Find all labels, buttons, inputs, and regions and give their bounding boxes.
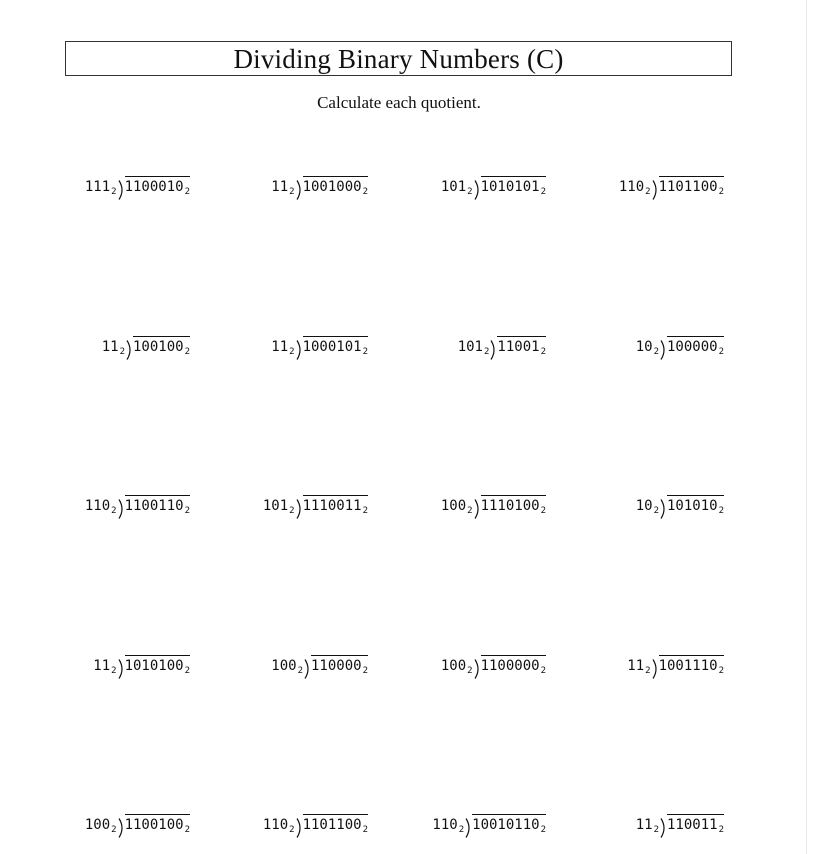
divisor-value: 11 [635,817,653,833]
dividend-value: 10010110 [472,817,540,833]
dividend-base-subscript: 2 [540,506,546,516]
dividend-value: 110000 [311,658,362,674]
dividend-base-subscript: 2 [718,506,724,516]
dividend-value: 100100 [133,339,184,355]
divisor-base-subscript: 2 [645,187,651,197]
divisor [441,498,473,516]
divisor [263,817,295,835]
long-division-bracket [660,340,667,360]
division-problem [168,173,368,197]
title-box [65,41,732,76]
divisor [441,179,473,197]
dividend-base-subscript: 2 [540,187,546,197]
divisor-value: 11 [101,339,119,355]
dividend-base-subscript: 2 [184,347,190,357]
division-problem [346,492,546,516]
division-problem [524,652,724,676]
long-division-bracket [118,180,125,200]
dividend-base-subscript: 2 [184,187,190,197]
page-title: Dividing Binary Numbers (C) [233,44,564,74]
dividend-base-subscript: 2 [718,825,724,835]
divisor-value: 10 [635,498,653,514]
dividend-value: 1101100 [658,179,718,195]
dividend-base-subscript: 2 [184,825,190,835]
divisor [271,339,294,357]
division-problem [524,811,724,835]
long-division-bracket [118,499,125,519]
long-division-bracket [652,659,659,679]
division-problem [168,492,368,516]
divisor-base-subscript: 2 [467,187,473,197]
dividend-base-subscript: 2 [362,825,368,835]
divisor-value: 101 [262,498,289,514]
divisor [85,498,117,516]
long-division-bracket [118,818,125,838]
divisor-value: 110 [262,817,289,833]
division-problem [524,333,724,357]
dividend-value: 1001000 [302,179,362,195]
divisor-value: 11 [271,339,289,355]
long-division-bracket [474,180,481,200]
division-problem [0,811,190,835]
dividend-value: 100000 [667,339,718,355]
division-problem [346,811,546,835]
dividend-value: 1000101 [302,339,362,355]
divisor-base-subscript: 2 [484,347,490,357]
dividend-base-subscript: 2 [718,347,724,357]
divisor-base-subscript: 2 [289,825,295,835]
long-division-bracket [118,659,125,679]
divisor-base-subscript: 2 [645,666,651,676]
long-division-bracket [474,659,481,679]
long-division-bracket [296,818,303,838]
division-problem [524,173,724,197]
dividend-value: 1110100 [480,498,540,514]
dividend [667,814,724,835]
divisor [441,658,473,676]
division-problem [346,652,546,676]
dividend-base-subscript: 2 [540,825,546,835]
division-problem [346,173,546,197]
dividend-value: 1010101 [480,179,540,195]
divisor-value: 110 [432,817,458,833]
long-division-bracket [126,340,133,360]
divisor [458,339,490,357]
dividend-value: 1001110 [658,658,718,674]
dividend-value: 1110011 [302,498,362,514]
division-problem [524,492,724,516]
divisor-base-subscript: 2 [111,506,117,516]
divisor-value: 11 [271,179,289,195]
dividend-value: 1010100 [124,658,184,674]
dividend-value: 1101100 [302,817,362,833]
divisor-value: 10 [635,339,653,355]
divisor-value: 110 [84,498,111,514]
divisor [636,339,659,357]
divisor [102,339,125,357]
divisor-base-subscript: 2 [289,506,295,516]
divisor-base-subscript: 2 [467,506,473,516]
dividend-value: 11001 [497,339,540,355]
divisor [627,658,650,676]
division-problem [0,173,190,197]
divisor-value: 100 [440,498,467,514]
dividend-value: 1100010 [124,179,184,195]
divisor-value: 100 [271,658,297,674]
dividend-value: 101010 [667,498,718,514]
dividend-base-subscript: 2 [718,666,724,676]
long-division-bracket [296,340,303,360]
divisor [636,817,659,835]
dividend [659,176,724,197]
dividend-value: 1100000 [480,658,540,674]
division-problem [0,652,190,676]
long-division-bracket [490,340,497,360]
divisor-base-subscript: 2 [653,506,659,516]
dividend [667,336,724,357]
dividend-base-subscript: 2 [362,666,368,676]
division-problem [168,652,368,676]
divisor-base-subscript: 2 [653,347,659,357]
long-division-bracket [660,818,667,838]
dividend-base-subscript: 2 [184,506,190,516]
divisor [271,658,303,676]
divisor-value: 100 [440,658,467,674]
division-problem [168,333,368,357]
divisor-base-subscript: 2 [467,666,473,676]
long-division-bracket [474,499,481,519]
divisor-value: 110 [618,179,645,195]
long-division-bracket [304,659,311,679]
divisor-value: 101 [440,179,467,195]
divisor-base-subscript: 2 [653,825,659,835]
divisor-base-subscript: 2 [289,347,295,357]
dividend-base-subscript: 2 [362,187,368,197]
divisor [93,658,116,676]
division-problem [346,333,546,357]
dividend-base-subscript: 2 [540,666,546,676]
division-problem [0,333,190,357]
long-division-bracket [652,180,659,200]
dividend-base-subscript: 2 [184,666,190,676]
divisor [432,817,464,835]
divisor [271,179,294,197]
divisor-base-subscript: 2 [458,825,465,835]
divisor-base-subscript: 2 [289,187,295,197]
divisor [85,179,117,197]
dividend-base-subscript: 2 [362,506,368,516]
long-division-bracket [296,180,303,200]
dividend-value: 110011 [667,817,718,833]
divisor-base-subscript: 2 [111,666,117,676]
divisor [619,179,651,197]
long-division-bracket [465,818,472,838]
instructions: Calculate each quotient. [317,93,481,112]
dividend-base-subscript: 2 [362,347,368,357]
divisor-value: 111 [84,179,111,195]
divisor [263,498,295,516]
divisor-value: 11 [627,658,645,674]
divisor-base-subscript: 2 [111,187,117,197]
long-division-bracket [660,499,667,519]
divisor-base-subscript: 2 [111,825,117,835]
divisor-value: 11 [93,658,111,674]
long-division-bracket [296,499,303,519]
dividend-value: 1100110 [124,498,184,514]
divisor-value: 101 [457,339,483,355]
page-edge-divider [806,0,807,854]
divisor [636,498,659,516]
dividend [667,495,724,516]
dividend-value: 1100100 [124,817,184,833]
divisor [85,817,117,835]
divisor-base-subscript: 2 [119,347,125,357]
division-problem [0,492,190,516]
division-problem [168,811,368,835]
dividend-base-subscript: 2 [540,347,546,357]
dividend-base-subscript: 2 [718,187,724,197]
divisor-value: 100 [84,817,111,833]
dividend [659,655,724,676]
divisor-base-subscript: 2 [297,666,303,676]
